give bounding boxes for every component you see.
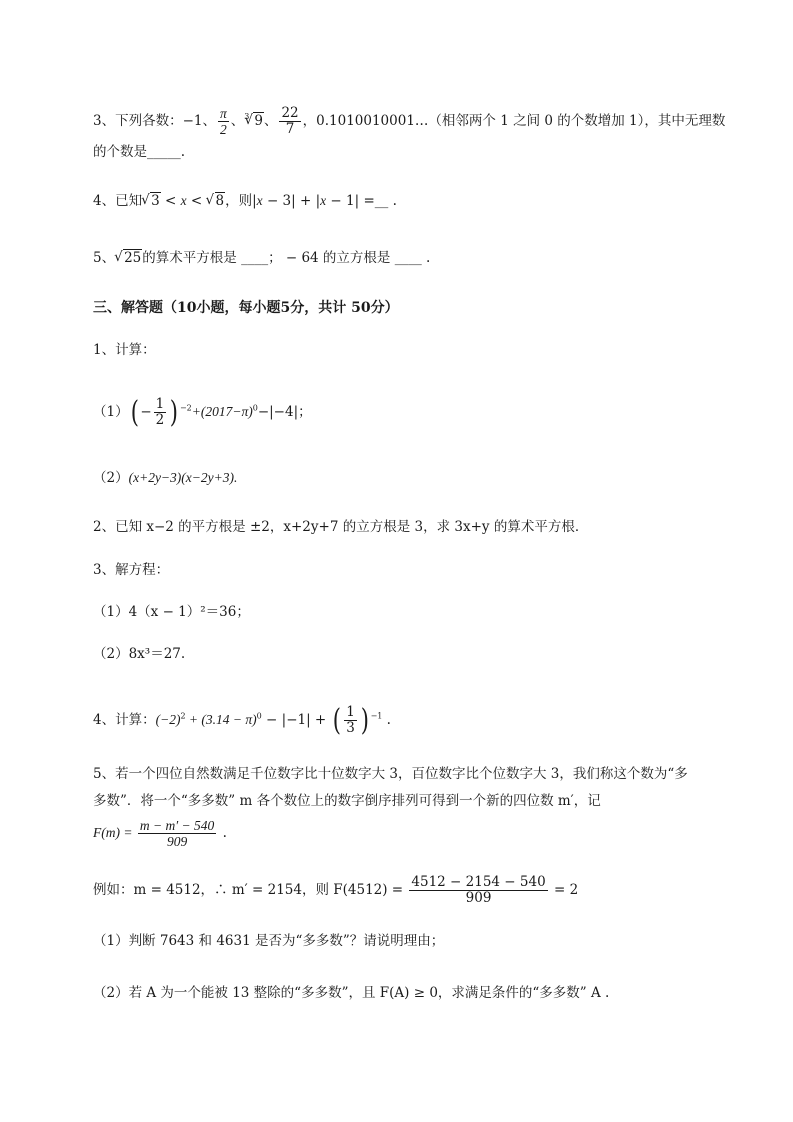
question-5: 5、√ 25的算术平方根是 ____； − 64 的立方根是 ____ . (93, 248, 430, 268)
problem-5-formula: F(m) = $\frac{m - m' - 540}{909}$ . (93, 818, 227, 849)
problem-3-part-1: （1）4（x − 1）²＝36； (93, 604, 250, 620)
problem-1-part-2: （2）(x+2y−3)(x−2y+3). (93, 470, 238, 486)
cube-root-9: √ 9 (245, 111, 264, 131)
problem-3-part-2: （2）8x³＝27. (93, 646, 186, 662)
q3-rest: ，0.1010010001…（相邻两个 1 之间 0 的个数增加 1），其中无理数 (302, 113, 726, 129)
problem-1-part-1: （1）( − $\frac{1}{2}$ ) $^{-2}+(2017-\pi)^0-|-4|$； (93, 394, 312, 430)
problem-5-line-1: 5、若一个四位自然数满足千位数字比十位数字大 3，百位数字比个位数字大 3，我们称这个数为“多 (93, 766, 688, 782)
problem-2: 2、已知 x−2 的平方根是 ±2，x+2y+7 的立方根是 3，求 3x+y 的算术平方根． (93, 519, 589, 535)
q3-stem: 3、下列各数： (93, 113, 183, 129)
problem-5-example: 例如：m = 4512，∴ m′ = 2154，则 F(4512) = $\frac{4512 - 2154 - 540}{909}$ = 2 (93, 874, 579, 906)
example-fraction: $\frac{4512 - 2154 - 540}{909}$ (411, 874, 546, 906)
pi-over-2-fraction: $\frac{\pi}{2}$ (220, 106, 227, 137)
problem-5-line-2: 多数”．将一个“多多数” m 各个数位上的数字倒序排列可得到一个新的四位数 m′，记 (93, 793, 601, 809)
problem-3-title: 3、解方程： (93, 562, 170, 578)
formula-fraction: $\frac{m - m' - 540}{909}$ (139, 818, 215, 849)
question-4: 4、已知√ 3 < x < √ 8，则|x − 3| + |x − 1| =__ . (93, 191, 397, 211)
question-3-line-2: 的个数是_____. (93, 144, 186, 160)
section-3-title: 三、解答题（10小题，每小题5分，共计 50分） (93, 300, 399, 316)
problem-5-part-2: （2）若 A 为一个能被 13 整除的“多多数”，且 F(A) ≥ 0，求满足条件的“多多数” A . (93, 985, 610, 1001)
sqrt-8: √ 8 (207, 191, 226, 211)
22-over-7-fraction: $\frac{22}{7}$ (281, 105, 299, 137)
one-half-fraction: $\frac{1}{2}$ (155, 396, 165, 428)
problem-4: 4、计算：$(-2)^2 + (3.14 - \pi)^0 - |-1|$ + ( $\frac{1}{3}$ ) $^{-1}$ . (93, 702, 391, 738)
problem-1-title: 1、计算： (93, 342, 156, 358)
one-third-fraction: $\frac{1}{3}$ (346, 704, 355, 736)
sqrt-25: √ 25 (115, 248, 142, 268)
cube-root-index: 3 (244, 112, 250, 121)
sqrt-3: √ 3 (142, 191, 161, 211)
problem-5-part-1: （1）判断 7643 和 4631 是否为“多多数”？请说明理由； (93, 933, 445, 949)
q3-item-1: −1、 (182, 113, 216, 129)
question-3-line-1: 3、下列各数：−1、 $\frac{\pi}{2}$ 、$^3$√ 9、 $\frac{22}{7}$ ，0.1010010001…（相邻两个 1 之间 0 的个数增加 1），其中无理数 (93, 106, 725, 137)
